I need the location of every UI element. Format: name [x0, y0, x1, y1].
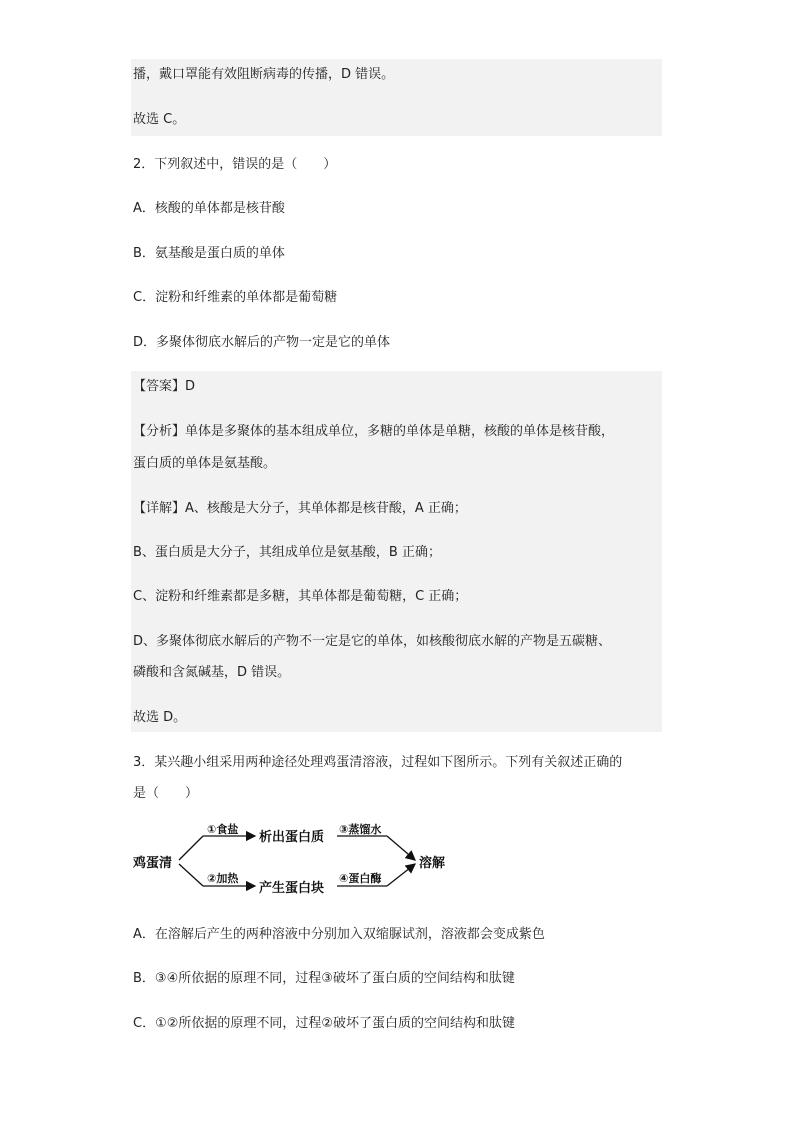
- q3-stem-line-1: 3．某兴趣小组采用两种途径处理鸡蛋清溶液，过程如下图所示。下列有关叙述正确的: [133, 755, 623, 770]
- diagram-end-label: 溶解: [419, 856, 446, 871]
- q3-option-a: A．在溶解后产生的两种溶液中分别加入双缩脲试剂，溶液都会变成紫色: [133, 927, 545, 942]
- diagram-mid-bottom-label: 产生蛋白块: [259, 881, 325, 896]
- egg-white-process-diagram: [131, 822, 461, 898]
- q2-option-b: B．氨基酸是蛋白质的单体: [133, 246, 285, 261]
- diagram-arrow-3: [387, 836, 415, 860]
- diagram-arrow-4: [387, 864, 415, 886]
- q2-detail-d-line-2: 磷酸和含氮碱基，D 错误。: [133, 665, 291, 680]
- q2-analysis-line-1: 【分析】单体是多聚体的基本组成单位，多糖的单体是单糖，核酸的单体是核苷酸，: [133, 424, 615, 439]
- diagram-fork-top-line: [179, 836, 203, 860]
- prev-choice: 故选 C。: [133, 112, 186, 127]
- q2-option-a: A．核酸的单体都是核苷酸: [133, 201, 285, 216]
- diagram-mid-top-label: 析出蛋白质: [259, 830, 325, 845]
- q2-stem: 2．下列叙述中，错误的是（ ）: [133, 157, 337, 172]
- q2-analysis-line-2: 蛋白质的单体是氨基酸。: [133, 456, 277, 471]
- diagram-step3-label: ③蒸馏水: [339, 823, 382, 836]
- prev-detail-line: 播，戴口罩能有效阻断病毒的传播，D 错误。: [133, 67, 395, 82]
- diagram-step2-label: ②加热: [207, 872, 239, 885]
- q3-option-b: B．③④所依据的原理不同，过程③破坏了蛋白质的空间结构和肽键: [133, 971, 515, 986]
- diagram-step4-label: ④蛋白酶: [339, 872, 382, 885]
- q2-option-c: C．淀粉和纤维素的单体都是葡萄糖: [133, 290, 338, 305]
- q2-answer: 【答案】D: [133, 379, 196, 394]
- q2-detail-c: C、淀粉和纤维素都是多糖，其单体都是葡萄糖，C 正确；: [133, 589, 468, 604]
- diagram-start-label: 鸡蛋清: [133, 856, 173, 871]
- q2-detail-b: B、蛋白质是大分子，其组成单位是氨基酸，B 正确；: [133, 545, 441, 560]
- diagram-fork-bottom-line: [179, 864, 203, 886]
- diagram-step1-label: ①食盐: [207, 823, 239, 836]
- q2-choice: 故选 D。: [133, 710, 187, 725]
- q2-detail-a: 【详解】A、核酸是大分子，其单体都是核苷酸，A 正确；: [133, 501, 467, 516]
- q2-option-d: D．多聚体彻底水解后的产物一定是它的单体: [133, 335, 391, 350]
- q2-detail-d-line-1: D、多聚体彻底水解后的产物不一定是它的单体，如核酸彻底水解的产物是五碳糖、: [133, 634, 612, 649]
- q3-stem-line-2: 是（ ）: [133, 786, 199, 801]
- q3-option-c: C．①②所依据的原理不同，过程②破坏了蛋白质的空间结构和肽键: [133, 1016, 516, 1031]
